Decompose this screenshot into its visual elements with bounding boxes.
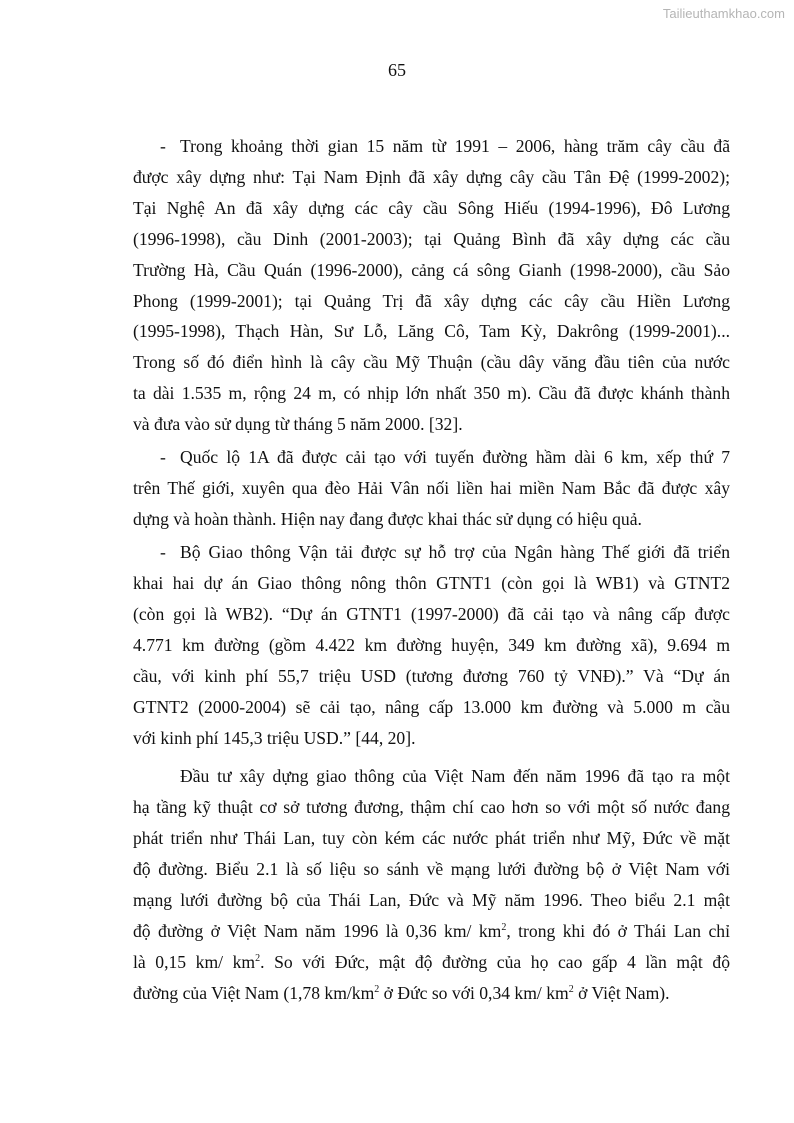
text-segment: ở Đức so với 0,34 km/ km [379, 983, 569, 1003]
text-line: với kinh phí 145,3 triệu USD.” [44, 20]. [133, 728, 416, 748]
text-line: Tại Nghệ An đã xây dựng các cây cầu Sông Hiếu (1994-1996), Đô Lương [133, 197, 730, 218]
text-line: 4.771 km đường (gồm 4.422 km đường huyện, 349 km đường xã), 9.694 m [133, 635, 730, 655]
text-line: phát triển như Thái Lan, tuy còn kém các nước phát triển như Mỹ, Đức về mặt [133, 828, 730, 848]
superscript: 2 [568, 984, 574, 995]
text-line: Trường Hà, Cầu Quán (1996-2000), cảng cá sông Gianh (1998-2000), cầu Sảo [133, 259, 730, 280]
text-line: được xây dựng như: Tại Nam Định đã xây dựng cây cầu Tân Đệ (1999-2002); [133, 166, 730, 187]
text-line: Bộ Giao thông Vận tải được sự hỗ trợ của Ngân hàng Thế giới đã triển [180, 542, 730, 562]
text-line: và đưa vào sử dụng từ tháng 5 năm 2000. [32]. [133, 414, 463, 435]
text-line [133, 951, 730, 973]
text-line: Đầu tư xây dựng giao thông của Việt Nam đến năm 1996 đã tạo ra một [180, 766, 730, 786]
text-line: cầu, với kinh phí 55,7 triệu USD (tương đương 760 tỷ VNĐ).” Và “Dự án [133, 666, 730, 686]
text-line: dựng và hoàn thành. Hiện nay đang được khai thác sử dụng có hiệu quả. [133, 509, 642, 529]
text-line: Quốc lộ 1A đã được cải tạo với tuyến đường hầm dài 6 km, xếp thứ 7 [180, 447, 730, 467]
text-line [133, 920, 730, 942]
text-line: ta dài 1.535 m, rộng 24 m, có nhịp lớn nhất 350 m). Cầu đã được khánh thành [133, 383, 730, 404]
text-line [133, 982, 730, 1004]
text-segment: ở Việt Nam). [573, 983, 670, 1003]
text-line: mạng lưới đường bộ của Thái Lan, Đức và Mỹ năm 1996. Theo biểu 2.1 mật [133, 890, 730, 910]
bullet-dash: - [160, 447, 166, 467]
text-segment: . So với Đức, mật độ đường của họ cao gấp 4 lần mật độ [260, 952, 730, 972]
page-number: 65 [388, 60, 406, 80]
text-line: hạ tầng kỹ thuật cơ sở tương đương, thậm chí cao hơn so với một số nước đang [133, 797, 730, 817]
text-line: Trong số đó điển hình là cây cầu Mỹ Thuận (cầu dây văng đầu tiên của nước [133, 352, 730, 373]
text-line: độ đường. Biểu 2.1 là số liệu so sánh về mạng lưới đường bộ ở Việt Nam với [133, 859, 730, 879]
text-line: trên Thế giới, xuyên qua đèo Hải Vân nối liền hai miền Nam Bắc đã được xây [133, 478, 730, 498]
superscript: 2 [501, 922, 507, 933]
text-segment: , trong khi đó ở Thái Lan chỉ [506, 921, 730, 941]
text-line: (1995-1998), Thạch Hàn, Sư Lỗ, Lăng Cô, Tam Kỳ, Dakrông (1999-2001)... [133, 321, 730, 342]
text-segment: là 0,15 km/ km [133, 952, 256, 972]
text-line: (1996-1998), cầu Dinh (2001-2003); tại Quảng Bình đã xây dựng các cầu [133, 228, 730, 249]
text-segment: đường của Việt Nam (1,78 km/km [133, 983, 375, 1003]
text-line: Phong (1999-2001); tại Quảng Trị đã xây dựng các cây cầu Hiền Lương [133, 290, 730, 311]
superscript: 2 [255, 953, 261, 964]
bullet-dash: - [160, 542, 166, 562]
text-segment: độ đường ở Việt Nam năm 1996 là 0,36 km/ km [133, 921, 502, 941]
text-line: Trong khoảng thời gian 15 năm từ 1991 – 2006, hàng trăm cây cầu đã [180, 136, 730, 156]
text-line: khai hai dự án Giao thông nông thôn GTNT1 (còn gọi là WB1) và GTNT2 [133, 573, 730, 593]
superscript: 2 [374, 984, 380, 995]
text-line: GTNT2 (2000-2004) sẽ cải tạo, nâng cấp 13.000 km đường và 5.000 m cầu [133, 697, 730, 717]
bullet-dash: - [160, 136, 166, 156]
text-line: (còn gọi là WB2). “Dự án GTNT1 (1997-2000) đã cải tạo và nâng cấp được [133, 604, 730, 624]
watermark: Tailieuthamkhao.com [662, 6, 785, 21]
